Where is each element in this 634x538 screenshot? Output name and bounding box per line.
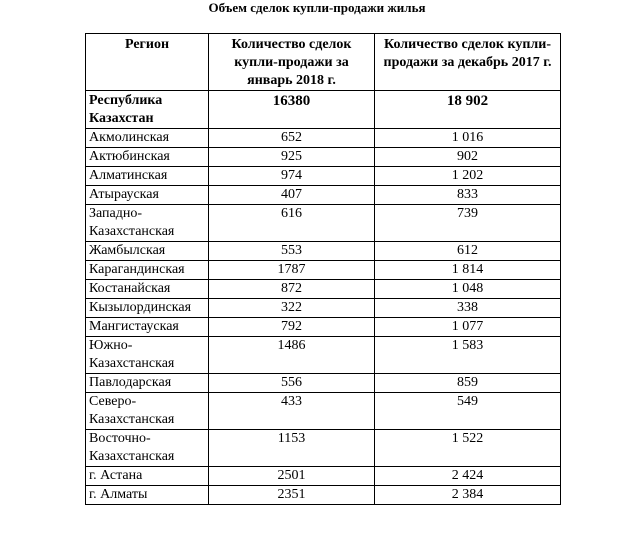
dec-2017-cell: 1 016 [375,129,561,148]
jan-2018-cell: 2351 [209,486,375,505]
jan-2018-cell: 974 [209,167,375,186]
region-cell: Кызылординская [86,299,209,318]
table-row [86,186,561,205]
table-row [86,299,561,318]
region-cell: Республика Казахстан [86,91,209,129]
jan-2018-cell: 1787 [209,261,375,280]
page-title: Объем сделок купли-продажи жилья [208,0,426,15]
table-row [86,280,561,299]
jan-2018-cell: 322 [209,299,375,318]
region-cell: Костанайская [86,280,209,299]
jan-2018-cell: 433 [209,393,375,430]
header-dec-2017: Количество сделок купли-продажи за декабрь 2017 г. [375,34,561,91]
jan-2018-cell: 16380 [209,91,375,129]
dec-2017-cell: 2 384 [375,486,561,505]
region-cell: г. Алматы [86,486,209,505]
region-cell: Карагандинская [86,261,209,280]
dec-2017-cell: 1 814 [375,261,561,280]
table-row [86,486,561,505]
table-row [86,430,561,467]
dec-2017-cell: 1 077 [375,318,561,337]
dec-2017-cell: 1 583 [375,337,561,374]
table-row [86,242,561,261]
jan-2018-cell: 616 [209,205,375,242]
region-cell: Северо-Казахстанская [86,393,209,430]
region-cell: Актюбинская [86,148,209,167]
dec-2017-cell: 1 202 [375,167,561,186]
dec-2017-cell: 1 522 [375,430,561,467]
region-cell: Жамбылская [86,242,209,261]
jan-2018-cell: 925 [209,148,375,167]
jan-2018-cell: 556 [209,374,375,393]
table-row-total [86,91,561,129]
table-row [86,374,561,393]
deals-table [85,33,561,505]
table-row [86,318,561,337]
header-region: Регион [86,34,209,91]
jan-2018-cell: 872 [209,280,375,299]
jan-2018-cell: 1153 [209,430,375,467]
dec-2017-cell: 902 [375,148,561,167]
dec-2017-cell: 739 [375,205,561,242]
dec-2017-cell: 833 [375,186,561,205]
dec-2017-cell: 549 [375,393,561,430]
table-row [86,205,561,242]
dec-2017-cell: 18 902 [375,91,561,129]
region-cell: Алматинская [86,167,209,186]
region-cell: Западно-Казахстанская [86,205,209,242]
region-cell: Южно-Казахстанская [86,337,209,374]
dec-2017-cell: 1 048 [375,280,561,299]
region-cell: Мангистауская [86,318,209,337]
table-row [86,393,561,430]
table-row [86,337,561,374]
table-row [86,129,561,148]
region-cell: г. Астана [86,467,209,486]
jan-2018-cell: 1486 [209,337,375,374]
header-jan-2018: Количество сделок купли-продажи за январь 2018 г. [209,34,375,91]
table-row [86,148,561,167]
jan-2018-cell: 407 [209,186,375,205]
jan-2018-cell: 652 [209,129,375,148]
table-row [86,261,561,280]
region-cell: Акмолинская [86,129,209,148]
jan-2018-cell: 553 [209,242,375,261]
table-row [86,167,561,186]
region-cell: Павлодарская [86,374,209,393]
table-row [86,467,561,486]
dec-2017-cell: 612 [375,242,561,261]
jan-2018-cell: 2501 [209,467,375,486]
dec-2017-cell: 338 [375,299,561,318]
dec-2017-cell: 859 [375,374,561,393]
table-header-row [86,34,561,91]
dec-2017-cell: 2 424 [375,467,561,486]
region-cell: Атырауская [86,186,209,205]
region-cell: Восточно-Казахстанская [86,430,209,467]
jan-2018-cell: 792 [209,318,375,337]
